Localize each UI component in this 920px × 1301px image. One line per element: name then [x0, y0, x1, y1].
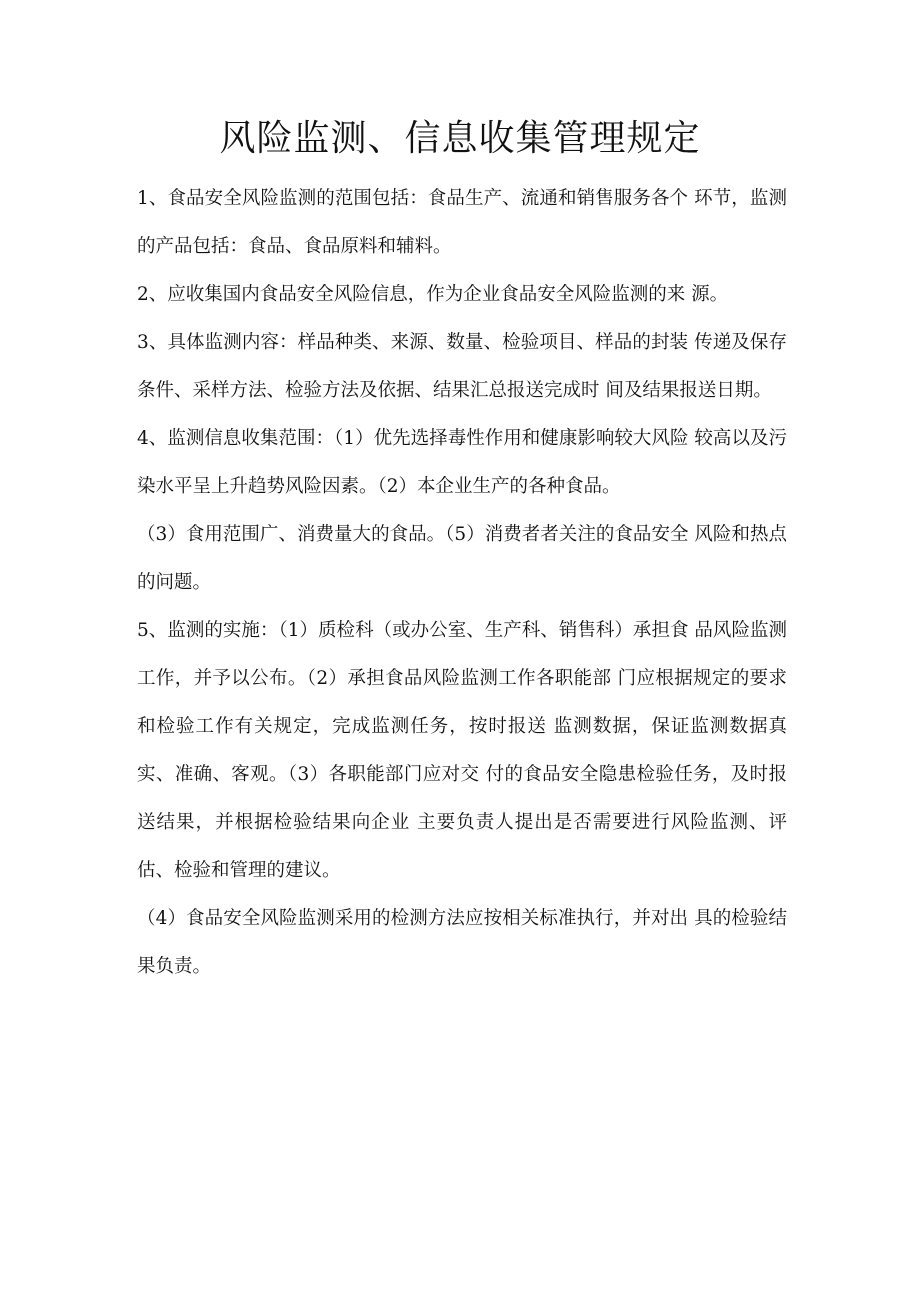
document-body	[137, 175, 787, 991]
paragraph-2: 2、应收集国内食品安全风险信息，作为企业食品安全风险监测的来 源。	[137, 284, 729, 305]
paragraph-5-continued: （4）食品安全风险监测采用的检测方法应按相关标准执行，并对出 具的检验结果负责。	[137, 908, 787, 977]
paragraph-1: 1、食品安全风险监测的范围包括：食品生产、流通和销售服务各个 环节，监测的产品包括：食品、食品原料和辅料。	[137, 188, 787, 257]
paragraph-5: 5、监测的实施：（1）质检科（或办公室、生产科、销售科）承担食 品风险监测工作，并予以公布。（2）承担食品风险监测工作各职能部 门应根据规定的要求和检验工作有关规定，完成监测任务，按时报送 监测数据，保证监测数据真实、准确、客观。（3）各职能部门应对交 付的食品安全隐患检验任务，及时报送结果，并根据检验结果向企业 主要负责人提出是否需要进行风险监测、评估、检验和管理的建议。	[137, 620, 787, 881]
document-title: 风险监测、信息收集管理规定	[219, 118, 701, 159]
paragraph-3: 3、具体监测内容：样品种类、来源、数量、检验项目、样品的封装 传递及保存条件、采样方法、检验方法及依据、结果汇总报送完成时 间及结果报送日期。	[137, 332, 787, 401]
paragraph-4: 4、监测信息收集范围：（1）优先选择毒性作用和健康影响较大风险 较高以及污染水平呈上升趋势风险因素。（2）本企业生产的各种食品。	[137, 428, 787, 497]
paragraph-4-continued: （3）食用范围广、消费量大的食品。（5）消费者者关注的食品安全 风险和热点的问题。	[137, 524, 787, 593]
